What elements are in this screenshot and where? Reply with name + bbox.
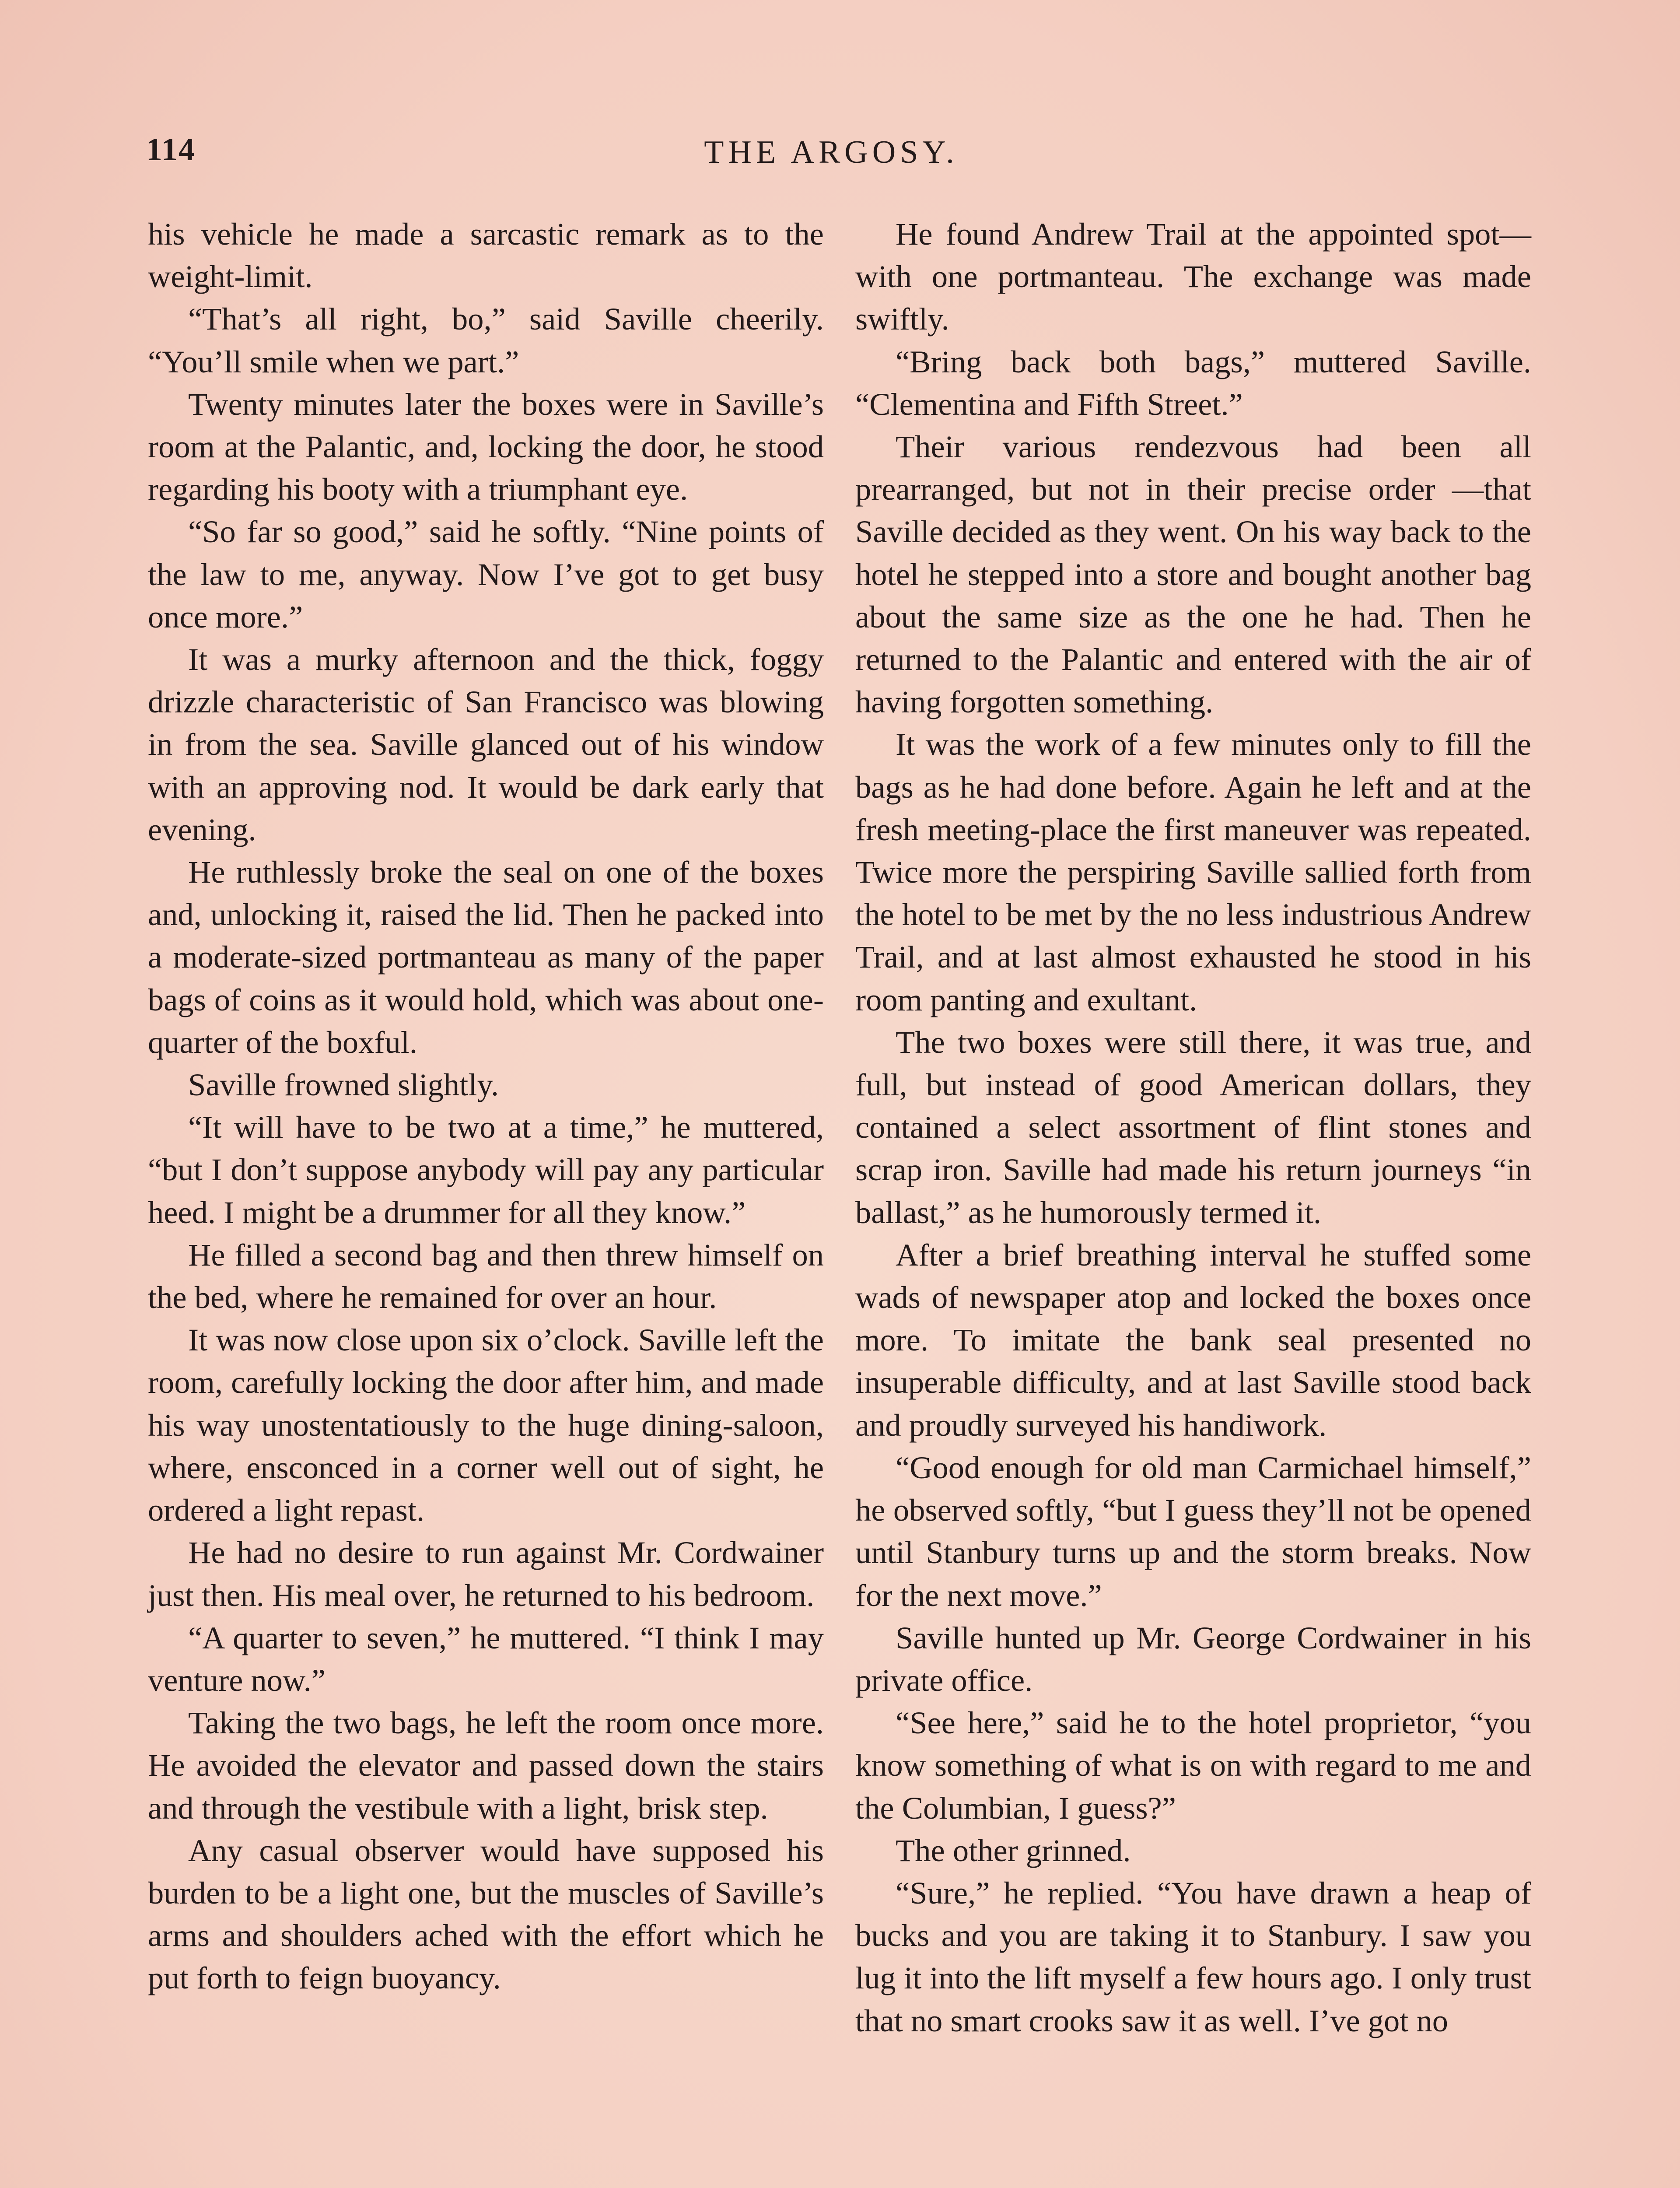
paragraph: “Bring back both bags,” muttered Saville. “Clementina and Fifth Street.”	[855, 344, 1531, 422]
paragraph: his vehicle he made a sarcastic remark as to the weight-limit.	[148, 216, 824, 295]
paragraph: He found Andrew Trail at the appointed spot—with one portmanteau. The exchange was made swiftly.	[855, 216, 1531, 337]
page-number: 114	[146, 132, 196, 168]
paragraph: It was a murky afternoon and the thick, foggy drizzle characteristic of San Francisco was blowing in from the sea. Saville glanced out of his window with an approving nod. It would be dark early that evening.	[148, 642, 824, 847]
paragraph: It was now close upon six o’clock. Saville left the room, carefully locking the door after him, and made his way unostentatiously to the huge dining-saloon, where, ensconced in a corner well out of sight, he ordered a light repast.	[148, 1322, 824, 1528]
paragraph: He filled a second bag and then threw himself on the bed, where he remained for over an hour.	[148, 1237, 824, 1315]
text-column-left	[148, 213, 824, 1999]
paragraph: Any casual observer would have supposed his burden to be a light one, but the muscles of Saville’s arms and shoulders ached with the effort which he put forth to feign buoyancy.	[148, 1832, 824, 1996]
paragraph: The other grinned.	[896, 1832, 1131, 1868]
paragraph: It was the work of a few minutes only to fill the bags as he had done before. Again he left and at the fresh meeting-place the first maneuver was repeated. Twice more the perspiring Saville sallied forth from the hotel to be met by the no less industrious Andrew Trail, and at last almost exhausted he stood in his room panting and exultant.	[855, 726, 1531, 1017]
paragraph: Their various rendezvous had been all prearranged, but not in their precise order —that Saville decided as they went. On his way back to the hotel he stepped into a store and bought another bag about the same size as the one he had. Then he returned to the Palantic and entered with the air of having forgotten something.	[855, 429, 1531, 720]
running-head: THE ARGOSY.	[704, 134, 959, 170]
paragraph: Taking the two bags, he left the room once more. He avoided the elevator and passed down the stairs and through the vestibule with a light, brisk step.	[148, 1705, 824, 1826]
paragraph: “So far so good,” said he softly. “Nine points of the law to me, anyway. Now I’ve got to get busy once more.”	[148, 514, 824, 635]
paragraph: “Sure,” he replied. “You have drawn a heap of bucks and you are taking it to Stanbury. I saw you lug it into the lift myself a few hours ago. I only trust that no smart crooks saw it as well. I’ve got no	[855, 1875, 1531, 2038]
paragraph: The two boxes were still there, it was true, and full, but instead of good American dollars, they contained a select assortment of flint stones and scrap iron. Saville had made his return journeys “in ballast,” as he humorously termed it.	[855, 1024, 1531, 1230]
paragraph: He ruthlessly broke the seal on one of the boxes and, unlocking it, raised the lid. Then he packed into a moderate-sized portmanteau as many of the paper bags of coins as it would hold, which was about one-quarter of the boxful.	[148, 854, 824, 1060]
paragraph: He had no desire to run against Mr. Cordwainer just then. His meal over, he returned to his bedroom.	[148, 1535, 824, 1613]
paragraph: After a brief breathing interval he stuffed some wads of newspaper atop and locked the boxes once more. To imitate the bank seal presented no insuperable difficulty, and at last Saville stood back and proudly surveyed his handiwork.	[855, 1237, 1531, 1443]
paragraph: “That’s all right, bo,” said Saville cheerily. “You’ll smile when we part.”	[148, 301, 824, 379]
text-column-right	[855, 213, 1531, 2042]
paragraph: Saville hunted up Mr. George Cordwainer in his private office.	[855, 1620, 1531, 1698]
paragraph: “It will have to be two at a time,” he muttered, “but I don’t suppose anybody will pay any particular heed. I might be a drummer for all they know.”	[148, 1109, 824, 1230]
paragraph: Saville frowned slightly.	[188, 1067, 499, 1103]
paragraph: “A quarter to seven,” he muttered. “I think I may venture now.”	[148, 1620, 824, 1698]
paragraph: “Good enough for old man Carmichael himself,” he observed softly, “but I guess they’ll not be opened until Stanbury turns up and the storm breaks. Now for the next move.”	[855, 1449, 1531, 1613]
paragraph: “See here,” said he to the hotel proprietor, “you know something of what is on with regard to me and the Columbian, I guess?”	[855, 1705, 1531, 1826]
paragraph: Twenty minutes later the boxes were in Saville’s room at the Palantic, and, locking the door, he stood regarding his booty with a triumphant eye.	[148, 386, 824, 507]
